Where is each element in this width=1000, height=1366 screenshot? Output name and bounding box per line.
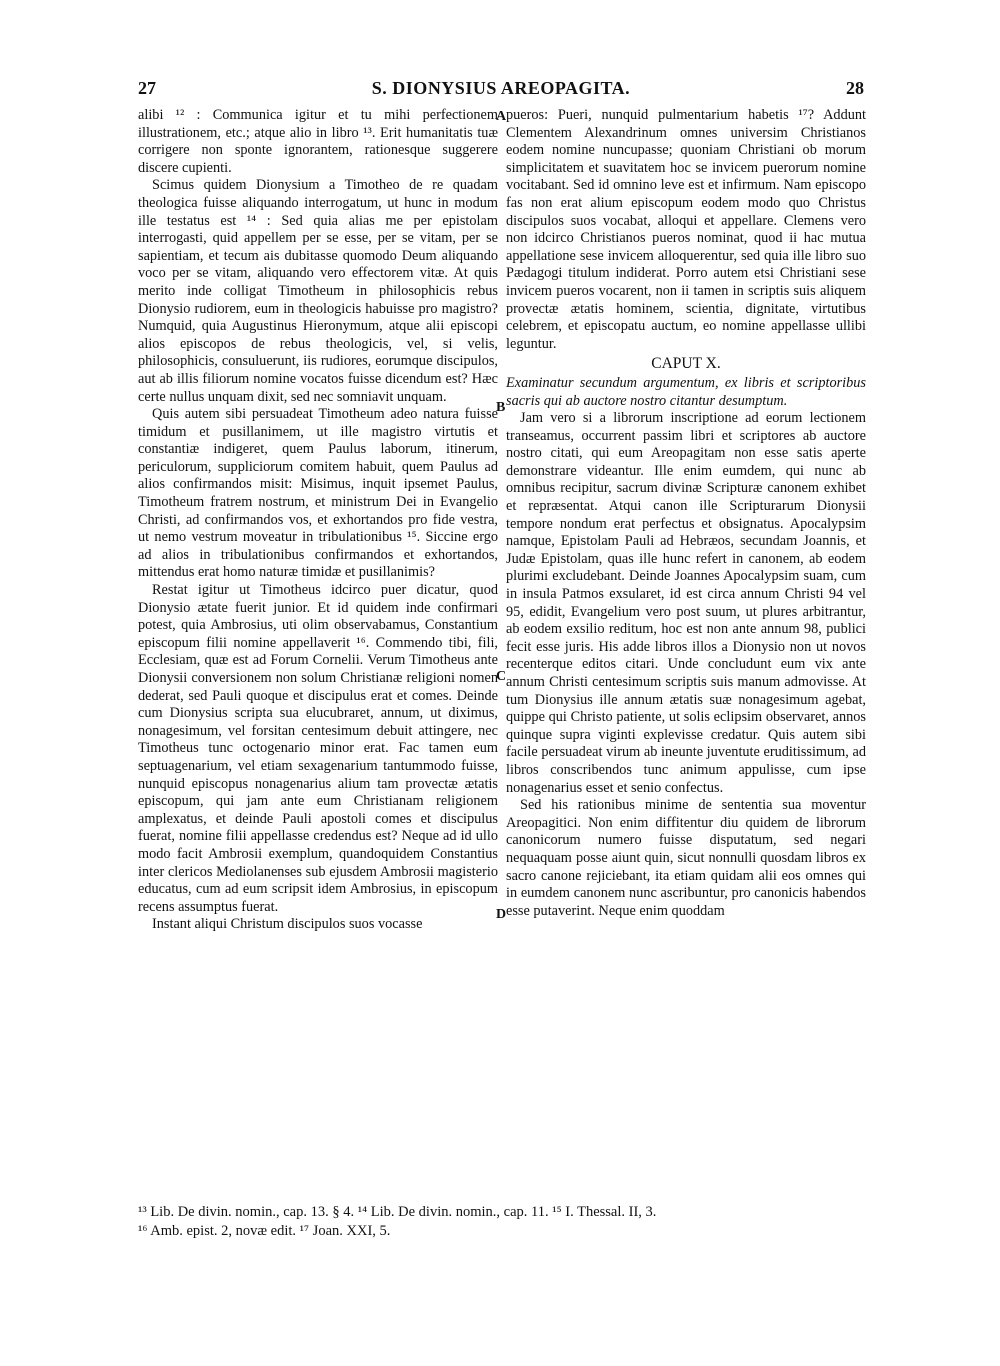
footnote-line: ¹⁶ Amb. epist. 2, novæ edit. ¹⁷ Joan. XXI, 5. (138, 1223, 391, 1239)
chapter-summary: Examinatur secundum argumentum, ex libris et scriptoribus sacris qui ab auctore nostro citantur desumptum. (506, 374, 866, 409)
running-title: S. DIONYSIUS AREOPAGITA. (371, 78, 631, 98)
left-paragraph: Restat igitur ut Timotheus idcirco puer dicatur, quod Dionysio ætate fuerit junior. Et id quidem inde confirmari potest, quia Ambrosius, uti olim observabamus, Constantium episcopum filii nomine appellaverit ¹⁶. Commendo tibi, fili, Ecclesiam, quæ est ad Forum Cornelii. Verum Timotheus ante Dionysii conversionem non solum Christianæ religioni nomen dederat, sed Pauli quoque et discipulus erat et comes. Deinde cum Dionysius scripta sua elucubraret, annum, ut diximus, nonagesimum, vel forsitan centesimum debuit attingere, nec Timotheus tunc octogenario minor erat. Fac tamen eum septuagenarium, vel etiam sexagenarium tantummodo fuisse, nunquid episcopus nonagenarius alium tam provectæ ætatis episcopum, qui jam ante eum Christianam religionem amplexatus, et deinde Pauli apostoli comes et discipulus fuerat, nomine filii appellasse credendus est? Neque ad id ullo modo facit Ambrosii exemplum, quandoquidem Constantius inter clericos Mediolanenses sub ejusdem Ambrosii magisterio educatus, cum ad eum scripsit idem Ambrosius, in episcopum recens assumptus fuerat. (138, 582, 498, 915)
right-paragraph: Jam vero si a librorum inscriptione ad eorum lectionem transeamus, occurrent passim libri et scriptores ab auctore nostro citati, qui eum Areopagitam non esse satis aperte demonstrare videantur. Ille enim eumdem, qui nunc ab omnibus recipitur, sacrum divinæ Scripturæ canonem exhibet et repræsentat. Atqui canon ille Scripturarum Dionysii tempore nondum erat perfectus et obsignatus. Apocalypsim namque, Epistolam Pauli ad Hebræos, secundam Joannis, et Judæ Epistolam, quas ille hunc refert in canonem, ab eodem plurimi excludebant. Deinde Joannes Apocalypsim suam, cum in insula Patmos exsularet, id est circa annum Christi 94 vel 95, edidit, Evangelium vero post suum, ut plures arbitrantur, ab eodem exsilio reditum, hoc est non ante annum 98, publici fecit esse juris. His adde libros illos a Dionysio non ut novos recenterque editos citari. Unde concludunt eum vix ante annum Christi centesimum scriptis suis manum admovisse. At tum Dionysius ille annum ætatis suæ nonagesimum agebat, quippe qui Christo patiente, ut solis eclipsim observaret, annos quinque supra viginti explevisse credatur. Quis autem sibi facile persuadeat virum ab ineunte juventute eruditissimum, ad libros conscribendos tunc animum appulisse, cum ipse nonagenarius esset et senio confectus. (506, 410, 866, 796)
page-number-right: 28 (846, 78, 864, 98)
left-paragraph: alibi ¹² : Communica igitur et tu mihi perfectionem illustrationem, etc.; atque alio in libro ¹³. Erit humanitatis tuæ corrigere non sponte ignorantem, rationesque suggerere discere cupienti. (138, 107, 498, 176)
right-column (506, 107, 866, 920)
margin-marker-d: D (496, 907, 507, 922)
margin-marker-c: C (496, 669, 507, 684)
left-column (138, 107, 498, 934)
footnote-line: ¹³ Lib. De divin. nomin., cap. 13. § 4. ¹⁴ Lib. De divin. nomin., cap. 11. ¹⁵ I. Thessal. II, 3. (138, 1204, 657, 1220)
right-paragraph: pueros: Pueri, nunquid pulmentarium habetis ¹⁷? Addunt Clementem Alexandrinum omnes universim Christianos eodem nomine nuncupasse; quoniam Christiani ob morum simplicitatem et suavitatem hoc se invicem puerorum nomine vocitabant. Sed id omnino leve est et infirmum. Nam episcopo fas non erat alium episcopum eodem modo quo Christus discipulos suos vocabat, alloqui et appellare. Clemens vero non idcirco Christianos pueros nominat, quod ii hac mutua appellatione sese invicem alloquerentur, sed quia ille libro suo Pædagogi titulum indiderat. Porro autem etsi Christiani sese invicem pueros vocarent, non ii tamen in scriptis suis aliquem provectæ ætatis hominem, scientia, dignitate, virtutibus celebrem, et episcopatu auctum, eo nomine appellasse ullibi leguntur. (506, 107, 866, 352)
right-paragraph: Sed his rationibus minime de sententia sua moventur Areopagitici. Non enim diffitentur diu quidem de librorum canonicorum numero fuisse disputatum, sed negari nequaquam posse aiunt quin, sicut nonnulli quosdam libros ex sacro canone rejiciebant, ita etiam quidam alii eos omnes qui in eumdem canonem nunc ascribuntur, pro canonicis habendos esse putaverint. Neque enim quoddam (506, 797, 866, 919)
chapter-heading: CAPUT X. (651, 355, 721, 373)
margin-marker-a: A (496, 109, 507, 124)
left-paragraph: Quis autem sibi persuadeat Timotheum adeo natura fuisse timidum et pusillanimem, ut ille magistro virtutis et constantiæ indigeret, quem Paulus laborum, itinerum, periculorum, suppliciorum comitem habuit, quem Paulus ad alios confirmandos misit: Misimus, inquit ipsemet Paulus, Timotheum fratrem nostrum, et ministrum Dei in Evangelio Christi, ad confirmandos vos, et exhortandos pro fide vestra, ut nemo vestrum moveatur in tribulationibus ¹⁵. Siccine ergo ad alios in tribulationibus confirmandos et exhortandos, mittendus erat homo naturæ timidæ et pusillanimis? (138, 406, 498, 581)
left-paragraph: Instant aliqui Christum discipulos suos vocasse (152, 916, 423, 933)
left-paragraph: Scimus quidem Dionysium a Timotheo de re quadam theologica fuisse aliquando interrogatum, ut hunc in modum ille testatus est ¹⁴ : Sed quia alias me per epistolam interrogasti, quid appellem per se esse, per se vitam, per se sapientiam, et tecum ais dubitasse quomodo Deum aliquando voco per se vitam, aliquando vero effectorem vitæ. At quis merito inde colligat Timotheum in philosophicis rebus Dionysio rudiorem, eum in theologicis habuisse pro magistro? Numquid, quia Augustinus Hieronymum, atque alii episcopi alios episcopos de rebus theologicis, vel, si velis, philosophicis, consuluerunt, iis rudiores, eorumque discipulos, aut ab illis filiorum nomine vocatos fuisse dicendum est? Hæc certe nullus unquam dixit, sed nec somniavit unquam. (138, 177, 498, 405)
margin-marker-b: B (496, 400, 506, 415)
running-header (138, 78, 864, 106)
page-number-left: 27 (138, 78, 156, 98)
footnotes (138, 1203, 864, 1241)
